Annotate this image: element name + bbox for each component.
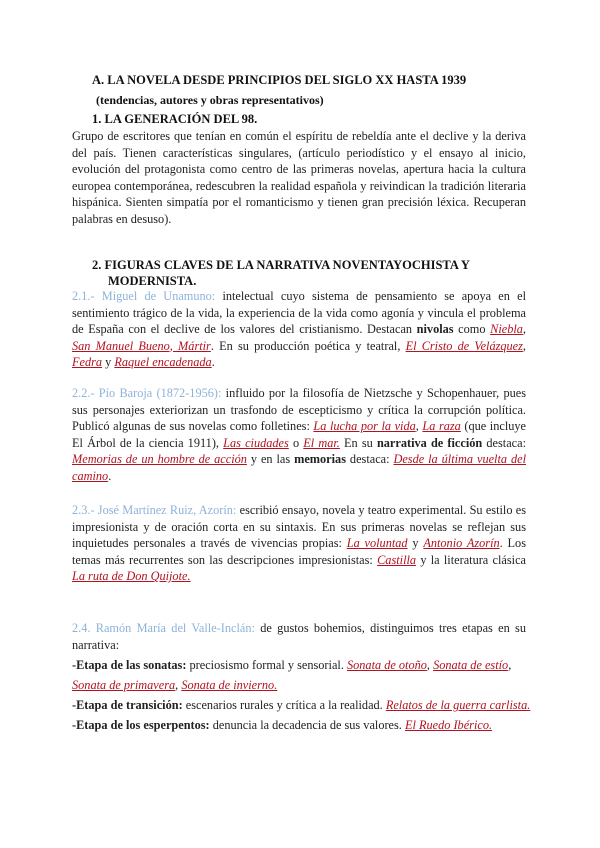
- section-a-subtitle: (tendencias, autores y obras representativos): [96, 93, 324, 107]
- text: ,: [415, 419, 423, 433]
- section-1-paragraph: Grupo de escritores que tenían en común el espíritu de rebeldía ante el declive y la deriva del país. Tienen características singulares, (artículo periodístico y el ensayo al inicio, evolución del protagonista como centro de las primeras novelas, apertura hacia la cultura europea contemporánea, redescubren la realidad española y reivindican la tradición literaria hispánica. Sienten simpatía por el romanticismo y tienen gran precisión léxica. Recuperan palabras en desuso).: [72, 129, 526, 226]
- text: intelectual cuyo sistema de pensamiento se apoya en el sentimiento trágico de la vida, la experiencia de la vida como agonía y vincula el problema de España con el declive de los valores del cristianismo. Destacan: [72, 289, 526, 336]
- text: ,: [522, 338, 526, 353]
- work-link[interactable]: El Cristo de Velázquez: [405, 338, 523, 353]
- text: .: [108, 468, 112, 483]
- text: y la literatura clásica: [416, 552, 526, 567]
- text: o: [288, 435, 304, 450]
- work-link[interactable]: La lucha por la vida: [313, 419, 416, 433]
- author-name-baroja: 2.2.- Pío Baroja (1872-1956):: [72, 386, 222, 400]
- author-name-unamuno: 2.1.- Miguel de Unamuno:: [72, 289, 216, 303]
- etapa-label: -Etapa de las sonatas:: [72, 658, 187, 672]
- text: escenarios rurales y crítica a la realidad.: [182, 698, 386, 712]
- section-a-title: A. LA NOVELA DESDE PRINCIPIOS DEL SIGLO XX HASTA 1939: [92, 73, 467, 87]
- etapa-transicion: [72, 697, 531, 714]
- text: influido por la filosofía de Nietzsche y Schopenhauer, pues sus personajes exteriorizan un trasfondo de escepticismo y crítica la corrupción política. Publicó algunas de sus novelas como folletines:: [72, 386, 526, 433]
- author-name-valle: 2.4. Ramón María del Valle-Inclán:: [72, 621, 255, 635]
- text: y: [102, 355, 115, 369]
- etapa-esperpentos: [72, 717, 526, 734]
- text: ,: [522, 322, 526, 336]
- etapa-sonatas: [72, 657, 526, 674]
- text: . Los temas más recurrentes son las descripciones impresionistas:: [72, 536, 526, 567]
- work-link[interactable]: San Manuel Bueno, Mártir: [72, 338, 211, 353]
- text: preciosismo formal y sensorial.: [186, 658, 347, 672]
- section-2-heading-line1: 2. FIGURAS CLAVES DE LA NARRATIVA NOVENTAYOCHISTA Y: [92, 258, 470, 272]
- text: y en las: [246, 452, 295, 466]
- work-link[interactable]: La raza: [422, 419, 461, 433]
- bold-term: memorias: [294, 452, 346, 466]
- work-link[interactable]: La ruta de Don Quijote.: [72, 569, 191, 583]
- section-1-heading: 1. LA GENERACIÓN DEL 98.: [92, 112, 258, 126]
- valle-paragraph: [72, 620, 526, 653]
- etapa-label: -Etapa de los esperpentos:: [72, 718, 210, 732]
- text: y: [407, 536, 424, 550]
- work-link[interactable]: Castilla: [377, 552, 417, 567]
- azorin-paragraph: [72, 502, 526, 585]
- text: de gustos bohemios, distinguimos tres etapas en su narrativa:: [72, 621, 526, 652]
- work-link[interactable]: Las ciudades: [223, 435, 289, 450]
- text: ,: [426, 658, 434, 672]
- work-link[interactable]: Sonata de estío: [433, 658, 509, 672]
- work-link[interactable]: Memorias de un hombre de acción: [72, 452, 247, 466]
- text: ,: [175, 678, 182, 692]
- baroja-paragraph: [72, 385, 526, 484]
- text: En su: [339, 435, 377, 450]
- work-link[interactable]: Niebla: [490, 322, 523, 336]
- work-link[interactable]: Antonio Azorín: [423, 536, 500, 550]
- text: ,: [508, 658, 512, 672]
- text: destaca:: [482, 435, 526, 450]
- etapa-sonatas-cont: [72, 677, 526, 694]
- text: denuncia la decadencia de sus valores.: [209, 718, 405, 732]
- work-link[interactable]: Sonata de otoño: [346, 658, 427, 672]
- text: (que incluye El Árbol de la ciencia 1911),: [72, 419, 526, 450]
- work-link[interactable]: Fedra: [72, 355, 103, 369]
- bold-term: narrativa de ficción: [376, 435, 483, 450]
- etapa-label: -Etapa de transición:: [72, 698, 183, 712]
- text: como: [453, 322, 491, 336]
- text: .: [211, 355, 215, 369]
- text: escribió ensayo, novela y teatro experimental. Su estilo es impresionista y de oración corta en su sintaxis. En sus primeras novelas se reflejan sus inquietudes personales a través de vivencias propias:: [72, 503, 526, 550]
- text: . En su producción poética y teatral,: [210, 338, 406, 353]
- bold-term: nivolas: [416, 322, 454, 336]
- work-link[interactable]: El Ruedo Ibérico.: [404, 718, 493, 732]
- work-link[interactable]: Raquel encadenada: [114, 355, 212, 369]
- work-link[interactable]: Sonata de invierno.: [181, 678, 278, 692]
- work-link[interactable]: Relatos de la guerra carlista.: [385, 698, 531, 712]
- text: destaca:: [346, 452, 394, 466]
- work-link[interactable]: La voluntad: [346, 536, 408, 550]
- section-2-heading-line2: MODERNISTA.: [108, 274, 197, 288]
- work-link[interactable]: Sonata de primavera: [72, 678, 176, 692]
- author-name-azorin: 2.3.- José Martínez Ruiz, Azorín:: [72, 503, 237, 517]
- unamuno-paragraph: [72, 288, 526, 371]
- work-link[interactable]: El mar.: [303, 435, 340, 450]
- work-link[interactable]: Desde la última vuelta del camino: [72, 452, 526, 483]
